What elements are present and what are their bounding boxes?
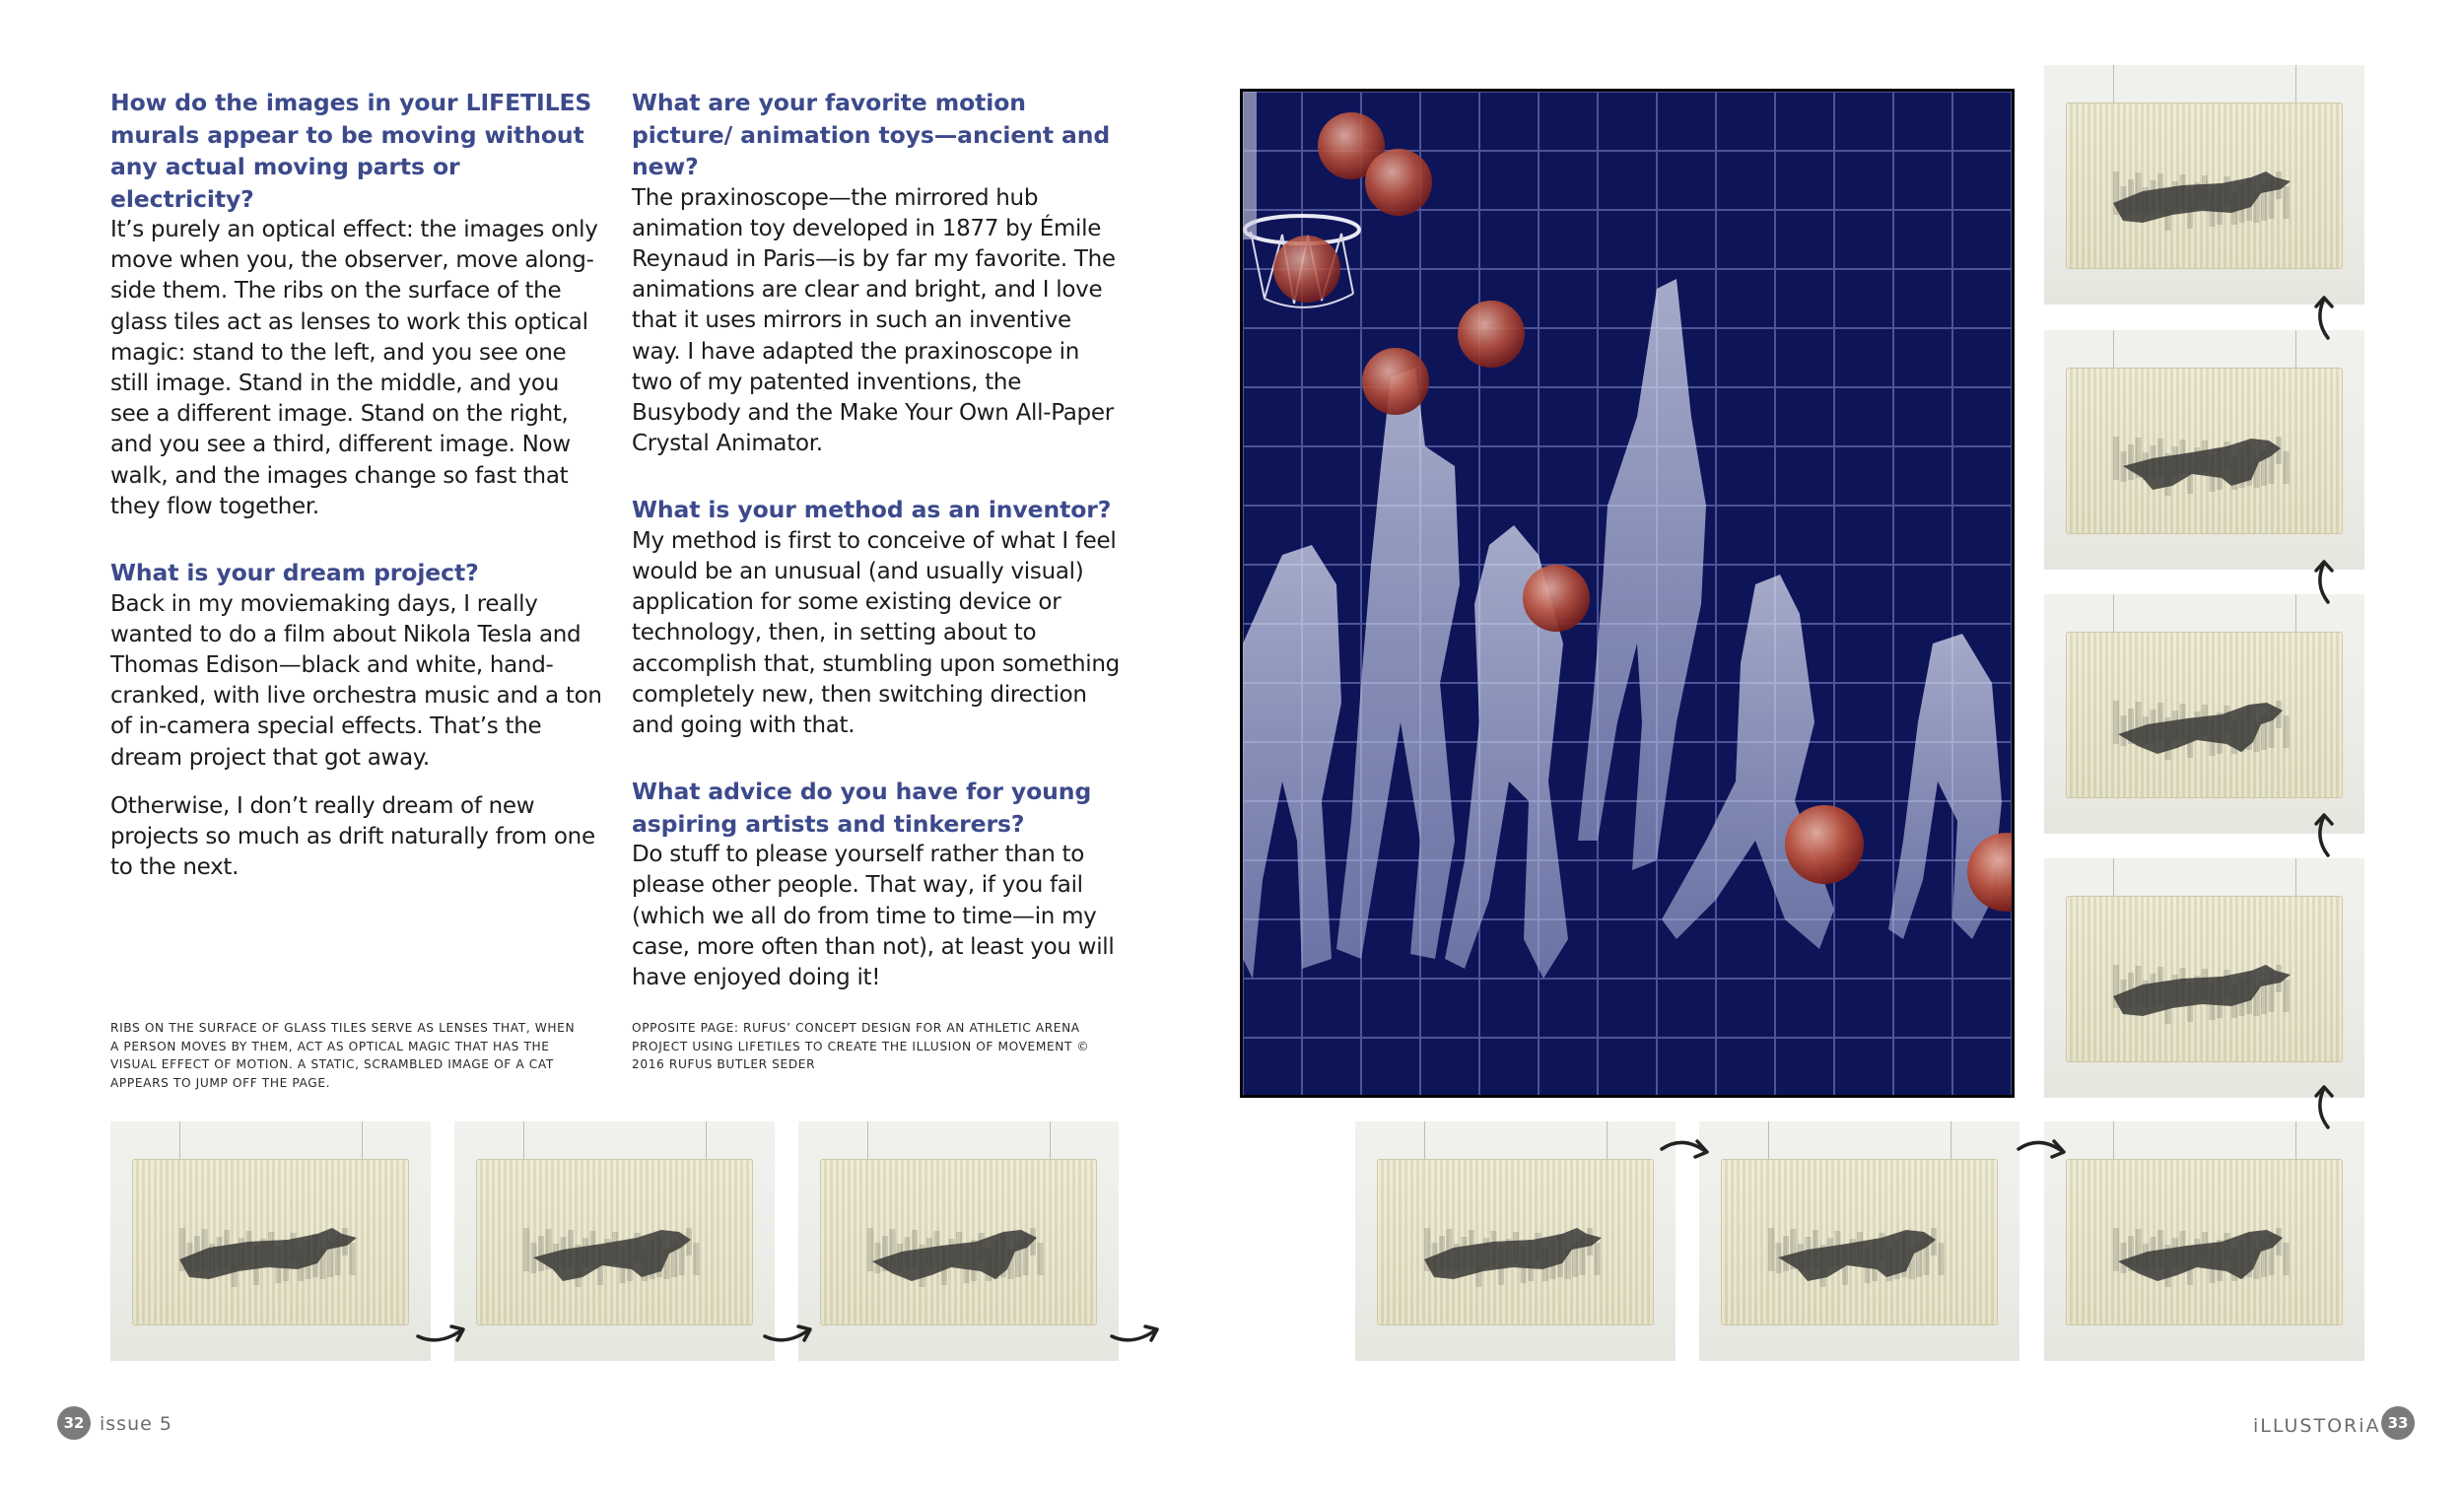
answer-paragraph: The praxinoscope—the mirrored hub animation toy developed in 1877 by Émile Reynaud in Paris—is by far my favorite. The animations are clear and bright, and I love that it uses mirrors in such an inventive way. I have adapted the praxinoscope in two of my patented inventions, the Busybody and the Make Your Own All-Paper Crystal Animator. [632,184,1116,457]
cat-lifetile-photo [798,1121,1119,1361]
qa-block [110,87,603,522]
photo-caption: RIBS ON THE SURFACE OF GLASS TILES SERVE AS LENSES THAT, WHEN A PERSON MOVES BY THEM, ACT AS OPTICAL MAGIC THAT HAS THE VISUAL EFFECT OF MOTION. A STATIC, SCRAMBLED IMAGE OF A CAT APPEARS TO JUMP OFF THE PAGE. [110,1021,576,1090]
cat-lifetile-photo [2044,1121,2364,1361]
qa-block [632,87,1125,459]
curved-arrow-icon [1108,1311,1167,1350]
cat-silhouette-icon [857,1220,1055,1289]
question-heading: What advice do you have for young aspiring artists and tinkerers? [632,778,1092,838]
cat-lifetile-photo [1699,1121,2019,1361]
cat-lifetile-photo [2044,65,2364,305]
answer-text [632,840,1125,993]
cat-lifetile-photo [454,1121,775,1361]
artwork-caption: OPPOSITE PAGE: RUFUS’ CONCEPT DESIGN FOR AN ATHLETIC ARENA PROJECT USING LIFETILES TO CREATE THE ILLUSION OF MOVEMENT © 2016 RUFUS BUTLER SEDER [632,1021,1090,1071]
curved-arrow-icon [2308,1082,2344,1131]
answer-paragraph: My method is first to conceive of what I feel would be an unusual (and usually visual) application for some existing device or technology, then, in setting about to accomplish that, stumbling upon something completely new, then switching direction and going with that. [632,527,1120,739]
curved-arrow-icon [2308,810,2344,859]
cat-silhouette-icon [2103,164,2300,233]
cat-lifetile-photo [2044,594,2364,834]
cat-lifetile-photo [110,1121,431,1361]
cat-silhouette-icon [2103,429,2300,498]
basketball-players-artwork [1240,89,2015,1098]
answer-text [110,215,603,522]
cat-silhouette-icon [1758,1220,1955,1289]
answer-paragraph: It’s purely an optical effect: the images only move when you, the observer, move along-side them. The ribs on the surface of the glass tiles act as lenses to work this optical magic: stand to the left, and you see one still image. Stand in the middle, and you see a different image. Stand on the right, and you see a third, different image. Now walk, and the images change so fast that they flow together. [110,217,598,519]
magazine-name: iLLUSTORiA [2253,1415,2381,1437]
answer-text [110,589,603,884]
cat-lifetile-photo [2044,330,2364,570]
curved-arrow-icon [2308,293,2344,342]
qa-block [110,557,603,883]
curved-arrow-icon [761,1311,820,1350]
qa-block [632,494,1125,741]
question-heading: What are your favorite motion picture/ animation toys—ancient and new? [632,89,1111,180]
issue-label: issue 5 [100,1413,172,1435]
cat-silhouette-icon [2103,957,2300,1026]
question-heading: How do the images in your LIFETILES murals appear to be moving without any actual moving parts or electricity? [110,89,592,213]
curved-arrow-icon [414,1311,473,1350]
answer-paragraph: Do stuff to please yourself rather than to please other people. That way, if you fail (which we all do from time to time—in my case, more often than not), at least you will have enjoyed doing it! [632,842,1115,991]
artwork-illustration [1243,92,2015,1098]
curved-arrow-icon [2308,557,2344,606]
answer-text [632,526,1125,741]
cat-silhouette-icon [513,1220,711,1289]
cat-silhouette-icon [1414,1220,1611,1289]
answer-paragraph: Otherwise, I don’t really dream of new projects so much as drift naturally from one to the next. [110,792,595,881]
question-heading: What is your method as an inventor? [632,496,1112,524]
question-heading: What is your dream project? [110,559,479,587]
qa-block [632,776,1125,993]
cat-silhouette-icon [2103,693,2300,762]
answer-paragraph: Back in my moviemaking days, I really wanted to do a film about Nikola Tesla and Thomas Edison—black and white, hand-cranked, with live orchestra music and a ton of in-camera special effects. That’s the dream project that got away. [110,590,602,771]
left-text-column [110,87,603,917]
curved-arrow-icon [2015,1129,2074,1169]
curved-arrow-icon [1658,1129,1717,1169]
right-text-column [632,87,1125,1028]
cat-lifetile-photo [1355,1121,1676,1361]
cat-silhouette-icon [2103,1220,2300,1289]
cat-silhouette-icon [170,1220,367,1289]
page-number-right: 33 [2381,1406,2415,1440]
answer-text [632,183,1125,460]
page-number-left: 32 [57,1406,91,1440]
cat-lifetile-photo [2044,858,2364,1098]
